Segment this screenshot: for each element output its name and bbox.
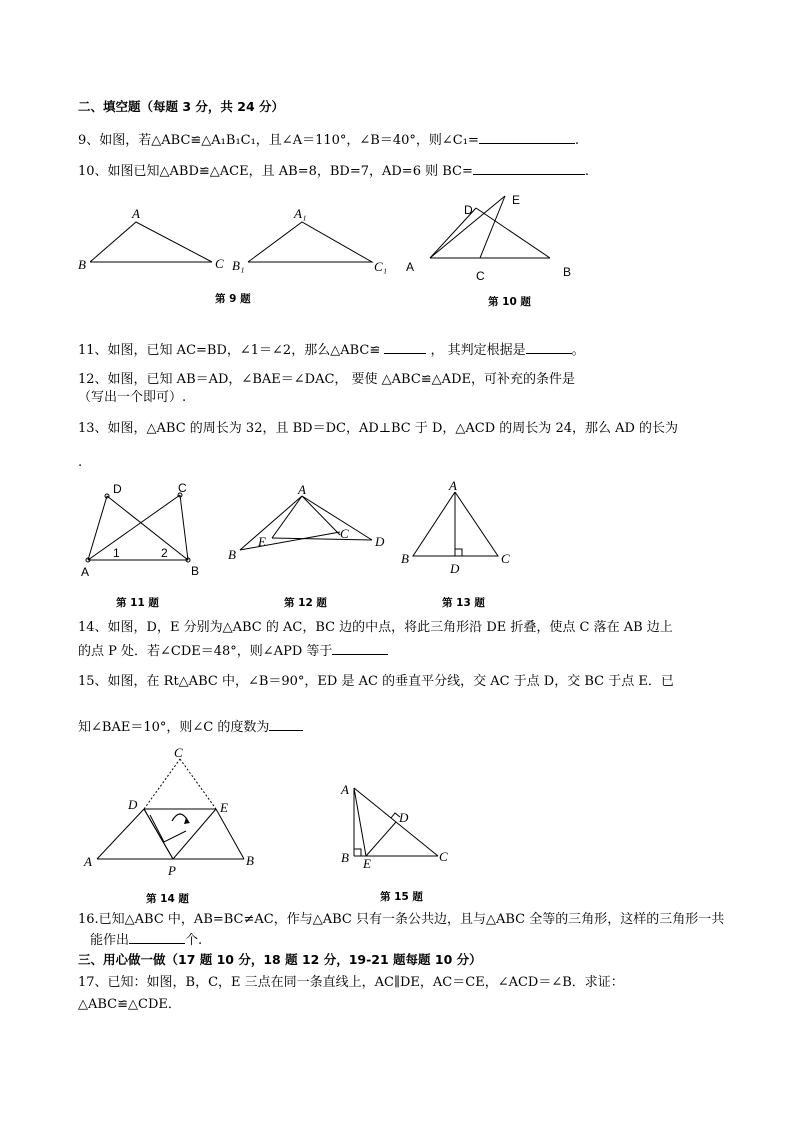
label-b: B: [563, 265, 572, 279]
question-14-line2-wrap: [78, 642, 388, 660]
question-11: [78, 341, 585, 359]
label-b: B: [401, 551, 409, 566]
question-14-line1: 14、如图，D，E 分别为△ABC 的 AC，BC 边的中点，将此三角形沿 DE 折叠，使点 C 落在 AB 边上: [78, 620, 673, 635]
segment-cb: [180, 495, 188, 560]
segment-d-p: [144, 809, 173, 859]
question-11-end: 。: [571, 343, 585, 358]
label-c: C: [439, 849, 448, 864]
figure-15-caption: 第 15 题: [380, 891, 423, 903]
label-d: D: [113, 482, 122, 496]
answer-blank: [384, 341, 426, 354]
segment-ed: [366, 822, 396, 856]
right-angle-mark: [455, 549, 462, 556]
segment-ed: [272, 538, 372, 540]
label-angle-2: 2: [161, 546, 168, 560]
segment-ad: [302, 496, 372, 540]
segment-dc-dashed: [144, 759, 180, 809]
segment-ae: [272, 496, 302, 538]
triangle-abc: [90, 222, 212, 262]
label-e: E: [220, 800, 228, 815]
answer-blank: [269, 718, 303, 731]
label-a: A: [132, 206, 140, 221]
label-d: D: [464, 203, 473, 217]
question-12-line1: 12、如图，已知 AB＝AD，∠BAE＝∠DAC， 要使 △ABC≌△ADE，可补充的条件是: [78, 372, 575, 387]
answer-blank: [129, 931, 185, 944]
question-11-mid: ， 其判定根据是: [430, 343, 526, 358]
label-a: A: [406, 260, 415, 274]
figure-10-caption: 第 10 题: [488, 296, 531, 308]
segment-ad: [88, 496, 107, 560]
question-14-line2: 的点 P 处．若∠CDE＝48°，则∠APD 等于: [78, 644, 333, 659]
label-d: D: [450, 561, 460, 576]
label-c: C: [476, 269, 485, 283]
label-c: C: [501, 551, 510, 566]
segment-ec: [480, 196, 505, 258]
question-16-line2: 能作出: [90, 933, 130, 948]
question-9: [78, 131, 579, 149]
label-p: P: [168, 863, 176, 878]
question-16-line1: 16.已知△ABC 中，AB=BC≠AC，作与△ABC 只有一条公共边，且与△ABC 全等的三角形，这样的三角形一共: [78, 912, 725, 927]
triangle-a1b1c1: [248, 222, 372, 262]
question-10: [78, 162, 589, 180]
segment-db: [476, 208, 550, 258]
question-10-end: .: [584, 164, 590, 179]
section-title: 二、填空题（每题 3 分，共 24 分）: [78, 99, 285, 114]
section-title: 三、用心做一做（17 题 10 分，18 题 12 分，19-21 题每题 10 分）: [78, 952, 482, 967]
figure-15: [335, 780, 460, 870]
question-9-end: .: [574, 133, 579, 148]
label-c: C: [215, 256, 224, 271]
label-b: B: [246, 853, 254, 868]
question-17-line1: 17、已知：如图，B，C，E 三点在同一条直线上，AC∥DE，AC＝CE，∠ACD＝∠B．求证：: [78, 975, 624, 990]
figure-13-caption: 第 13 题: [442, 597, 485, 609]
figure-13: [395, 478, 525, 578]
label-d: D: [375, 534, 385, 549]
label-b: B: [228, 547, 236, 562]
label-a: A: [449, 478, 457, 493]
answer-blank: [479, 131, 575, 144]
question-16-end: 个.: [185, 933, 203, 948]
answer-blank: [332, 642, 388, 655]
figure-10: [400, 188, 590, 288]
question-13-line1: 13、如图，△ABC 的周长为 32，且 BD＝DC，AD⊥BC 于 D，△ACD 的周长为 24，那么 AD 的长为: [78, 421, 679, 436]
label-b: B: [341, 850, 349, 865]
figure-9-caption: 第 9 题: [215, 293, 251, 305]
label-a: A: [298, 482, 306, 497]
figure-11-caption: 第 11 题: [116, 597, 159, 609]
label-a: A: [84, 854, 92, 869]
right-angle-mark-b: [354, 849, 361, 856]
label-b1: B₁: [232, 258, 245, 273]
label-d: D: [399, 810, 409, 825]
label-d: D: [128, 797, 138, 812]
question-15-line2: 知∠BAE＝10°，则∠C 的度数为: [78, 720, 270, 735]
segment-bc: [240, 532, 340, 550]
segment-ab: [240, 496, 302, 550]
label-angle-1: 1: [113, 546, 120, 560]
answer-blank: [526, 341, 572, 354]
question-12-line2: （写出一个即可）.: [78, 390, 187, 405]
question-16-line2-wrap: [90, 931, 202, 949]
segment-ae: [354, 788, 366, 856]
figure-12: [220, 480, 395, 580]
answer-blank: [473, 162, 585, 175]
segment-ce-dashed: [180, 759, 216, 809]
question-11-text: 11、如图，已知 AC=BD，∠1＝∠2，那么△ABC≌: [78, 343, 381, 358]
segment-eb: [216, 809, 244, 859]
label-c: C: [340, 526, 349, 541]
label-c: C: [178, 481, 187, 495]
figure-14-caption: 第 14 题: [146, 893, 189, 905]
question-15-line1: 15、如图，在 Rt△ABC 中，∠B＝90°，ED 是 AC 的垂直平分线，交 AC 于点 D，交 BC 于点 E．已: [78, 674, 674, 689]
label-e: E: [363, 856, 371, 871]
label-c: C: [174, 745, 183, 760]
label-a1: A₁: [294, 206, 307, 221]
label-b: B: [191, 564, 200, 578]
figure-12-caption: 第 12 题: [284, 597, 327, 609]
question-15-line2-wrap: [78, 718, 303, 736]
label-b: B: [78, 257, 86, 272]
figure-14: [80, 745, 270, 878]
label-e: E: [258, 534, 266, 549]
question-13-line2: .: [78, 455, 83, 470]
segment-ad: [97, 809, 144, 859]
label-a: A: [341, 782, 349, 797]
question-17-line2: △ABC≌△CDE．: [78, 997, 181, 1012]
question-10-text: 10、如图已知△ABD≌△ACE，且 AB=8，BD=7，AD=6 则 BC=: [78, 164, 473, 179]
label-c1: C₁: [374, 259, 388, 274]
label-e: E: [512, 193, 521, 207]
segment-ac: [302, 496, 340, 535]
label-a: A: [81, 565, 90, 579]
figure-11: [75, 480, 215, 580]
question-9-text: 9、如图，若△ABC≌△A₁B₁C₁，且∠A＝110°，∠B＝40°，则∠C₁=: [78, 133, 479, 148]
